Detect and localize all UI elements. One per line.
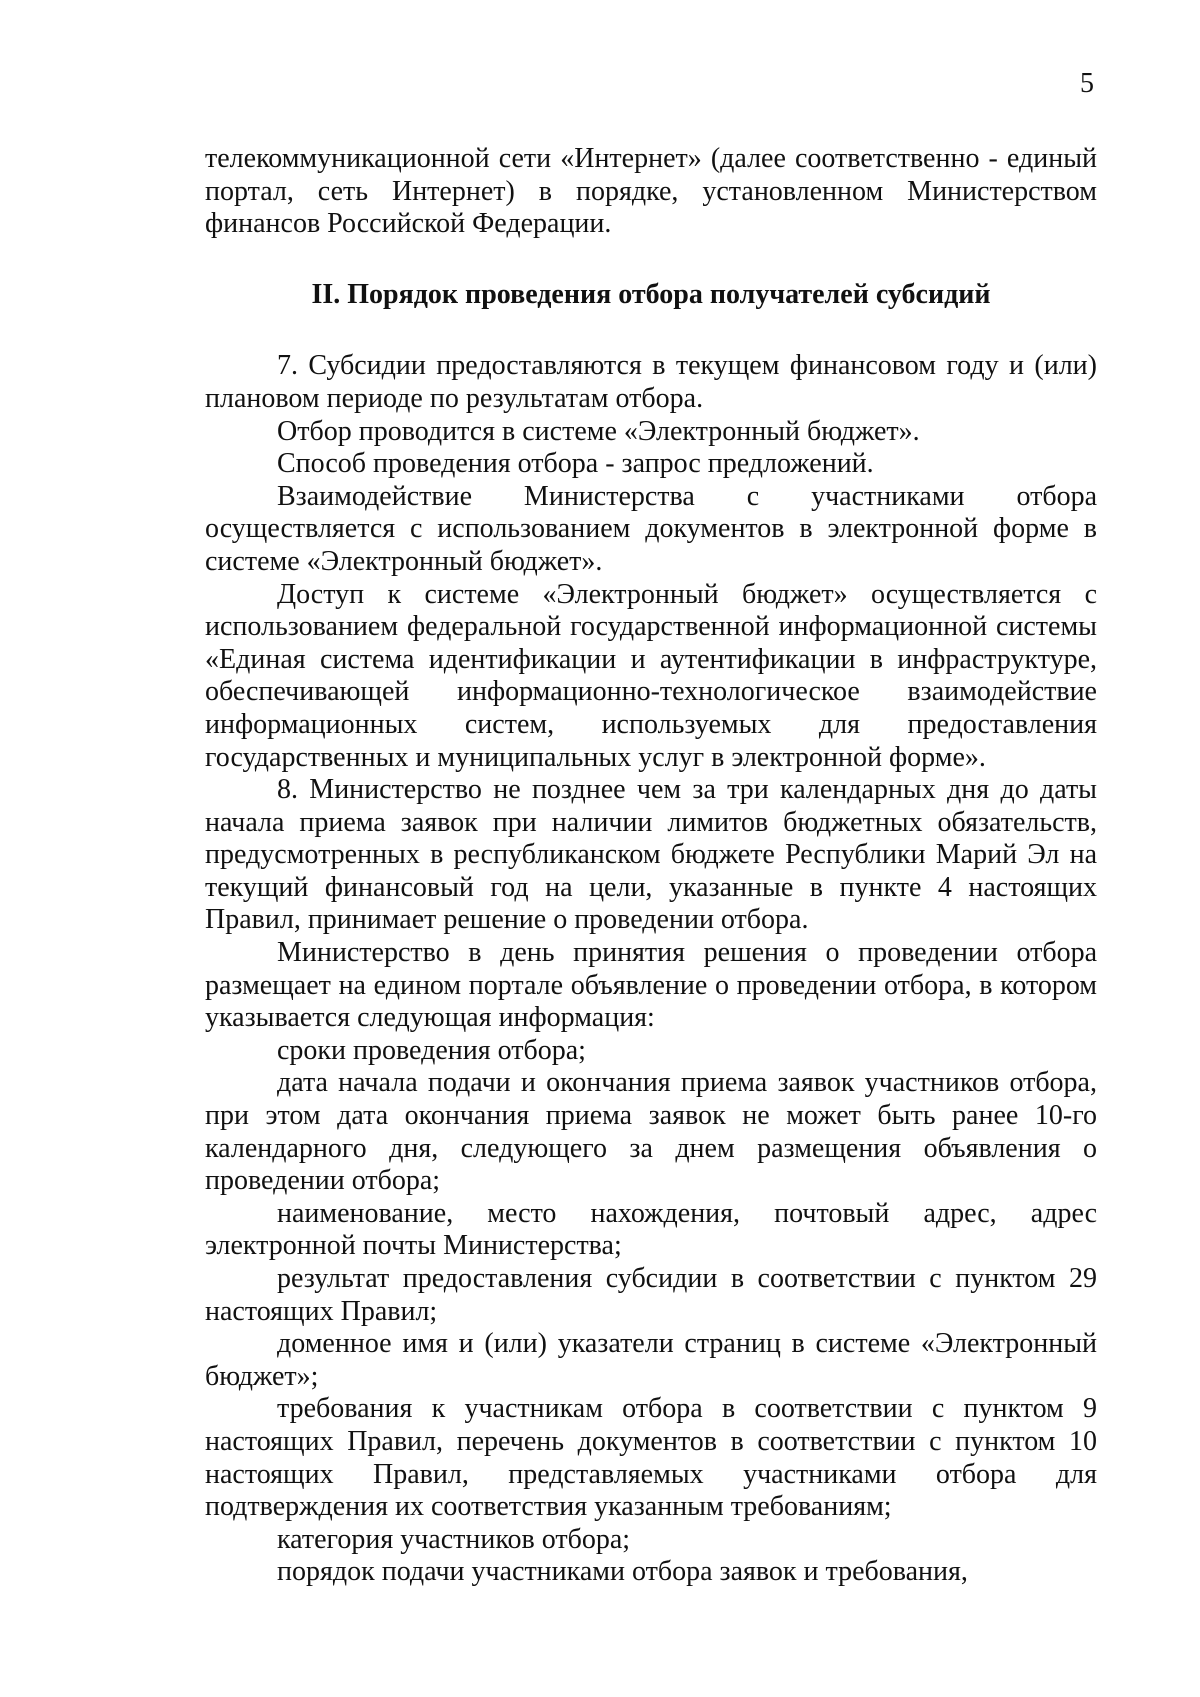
paragraph-8-decision: 8. Министерство не позднее чем за три календарных дня до даты начала приема заявок при наличии лимитов бюджетных обязательств, предусмотренных в республиканском бюджете Республики Марий Эл на текущий финансовый год на цели, указанные в пункте 4 настоящих Правил, принимает решение о проведении отбора. xyxy=(205,774,1097,936)
list-item-participant-category: категория участников отбора; xyxy=(277,1523,631,1555)
paragraph-access: Доступ к системе «Электронный бюджет» осуществляется с использованием федеральной государственной информационной системы «Единая система идентификации и аутентификации в инфраструктуре, обеспечивающей информационно-технологическое взаимодействие информационных систем, используемых для предоставления государственных и муниципальных услуг в электронной форме». xyxy=(205,578,1097,773)
list-item-domain-name: доменное имя и (или) указатели страниц в системе «Электронный бюджет»; xyxy=(205,1328,1097,1392)
list-item-submission-procedure: порядок подачи участниками отбора заявок и требования, xyxy=(277,1556,968,1588)
list-item-participant-requirements: требования к участникам отбора в соответствии с пунктом 9 настоящих Правил, перечень документов в соответствии с пунктом 10 настоящих Правил, представляемых участниками отбора для подтверждения их соответствия указанным требованиям; xyxy=(205,1393,1097,1523)
page-number: 5 xyxy=(1080,68,1094,99)
paragraph-selection-method: Способ проведения отбора - запрос предложений. xyxy=(277,448,874,480)
paragraph-announcement: Министерство в день принятия решения о проведении отбора размещает на едином портале объявление о проведении отбора, в котором указывается следующая информация: xyxy=(205,937,1097,1034)
section-heading: II. Порядок проведения отбора получателей субсидий xyxy=(311,278,991,310)
document-body xyxy=(205,143,1097,1589)
paragraph-7-intro: 7. Субсидии предоставляются в текущем финансовом году и (или) плановом периоде по результатам отбора. xyxy=(205,350,1097,414)
list-item-application-period: дата начала подачи и окончания приема заявок участников отбора, при этом дата окончания приема заявок не может быть ранее 10-го календарного дня, следующего за днем размещения объявления о проведении отбора; xyxy=(205,1067,1097,1197)
intro-paragraph: телекоммуникационной сети «Интернет» (далее соответственно - единый портал, сеть Интернет) в порядке, установленном Министерством финансов Российской Федерации. xyxy=(205,143,1097,240)
paragraph-selection-system: Отбор проводится в системе «Электронный бюджет». xyxy=(277,415,920,447)
paragraph-interaction: Взаимодействие Министерства с участниками отбора осуществляется с использованием документов в электронной форме в системе «Электронный бюджет». xyxy=(205,480,1097,577)
list-item-subsidy-result: результат предоставления субсидии в соответствии с пунктом 29 настоящих Правил; xyxy=(205,1263,1097,1327)
list-item-ministry-address: наименование, место нахождения, почтовый адрес, адрес электронной почты Министерства; xyxy=(205,1197,1097,1262)
list-item-dates: сроки проведения отбора; xyxy=(277,1034,586,1066)
